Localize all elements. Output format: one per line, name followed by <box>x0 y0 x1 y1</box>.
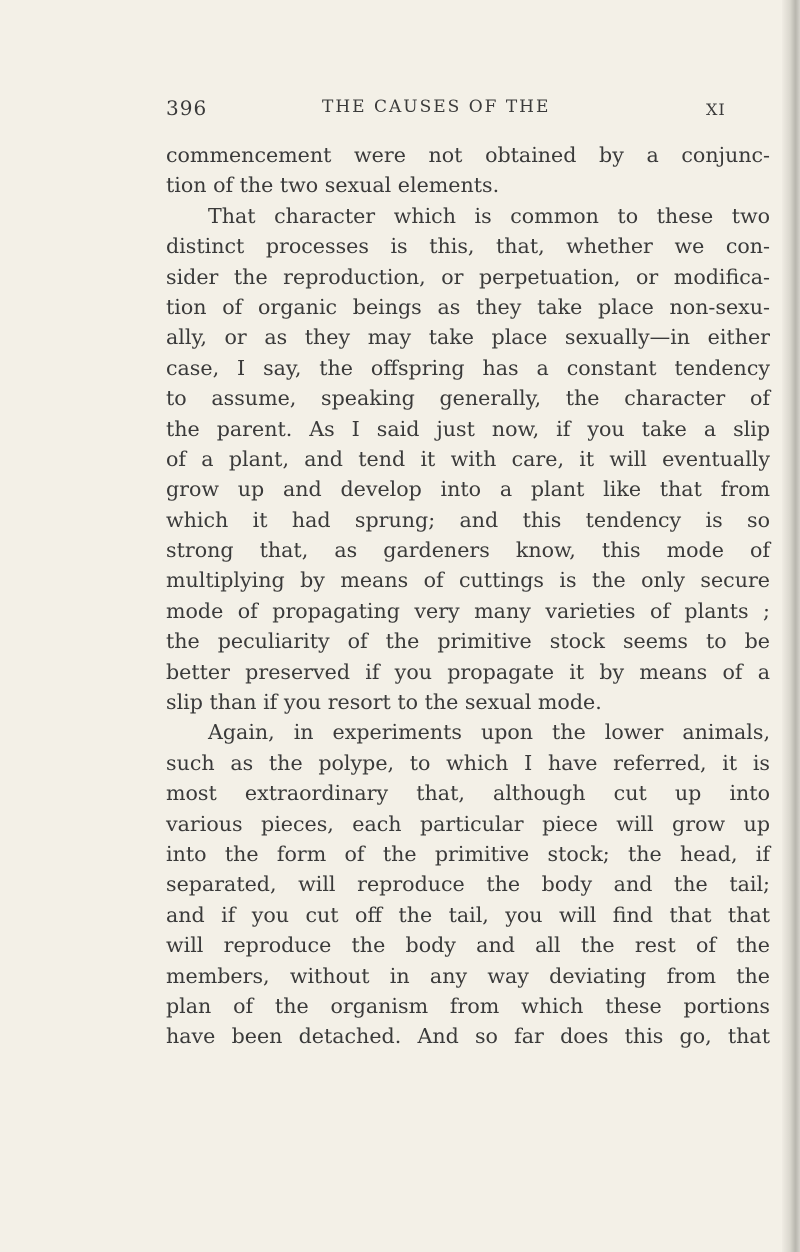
text-line: plan of the organism from which these portions <box>166 993 770 1018</box>
text-line: commencement were not obtained by a conjunc- <box>166 143 770 167</box>
chapter-number: XI <box>706 100 726 119</box>
text-line: multiplying by means of cuttings is the only secure <box>166 568 770 593</box>
text-line: will reproduce the body and all the rest of the <box>166 933 770 958</box>
text-line: the peculiarity of the primitive stock seems to be <box>166 629 770 654</box>
text-line: ally, or as they may take place sexually—in either <box>166 325 770 350</box>
text-line: into the form of the primitive stock; the head, if <box>166 841 770 866</box>
text-line: slip than if you resort to the sexual mode. <box>166 690 602 715</box>
text-line: case, I say, the offspring has a constant tendency <box>166 355 770 380</box>
text-line: mode of propagating very many varieties of plants ; <box>166 598 770 623</box>
running-title: THE CAUSES OF THE <box>322 97 551 117</box>
text-line: sider the reproduction, or perpetuation, or modifica- <box>166 264 770 289</box>
page-header <box>166 96 766 126</box>
text-line: tion of the two sexual elements. <box>166 173 500 198</box>
text-line: most extraordinary that, although cut up into <box>166 781 770 806</box>
text-line: have been detached. And so far does this go, that <box>166 1024 770 1049</box>
text-line: better preserved if you propagate it by means of a <box>166 659 770 684</box>
page-binding-edge <box>782 0 800 1252</box>
page-number: 396 <box>166 96 208 120</box>
text-line: and if you cut off the tail, you will find that that <box>166 902 770 927</box>
text-line: which it had sprung; and this tendency is so <box>166 507 770 532</box>
body-text <box>166 140 770 1052</box>
text-line: That character which is common to these two <box>208 203 770 228</box>
text-line: such as the polype, to which I have referred, it is <box>166 750 770 775</box>
text-line: of a plant, and tend it with care, it will eventually <box>166 446 770 471</box>
text-line: strong that, as gardeners know, this mode of <box>166 538 770 563</box>
text-line: separated, will reproduce the body and the tail; <box>166 872 770 897</box>
text-line: members, without in any way deviating from the <box>166 963 770 988</box>
text-line: grow up and develop into a plant like that from <box>166 477 770 502</box>
text-line: various pieces, each particular piece will grow up <box>166 811 770 836</box>
text-line: to assume, speaking generally, the character of <box>166 386 770 411</box>
text-line: the parent. As I said just now, if you take a slip <box>166 416 770 441</box>
text-line: distinct processes is this, that, whether we con- <box>166 234 770 259</box>
text-line: tion of organic beings as they take place non-sexu- <box>166 294 770 319</box>
text-line: Again, in experiments upon the lower animals, <box>208 720 770 745</box>
